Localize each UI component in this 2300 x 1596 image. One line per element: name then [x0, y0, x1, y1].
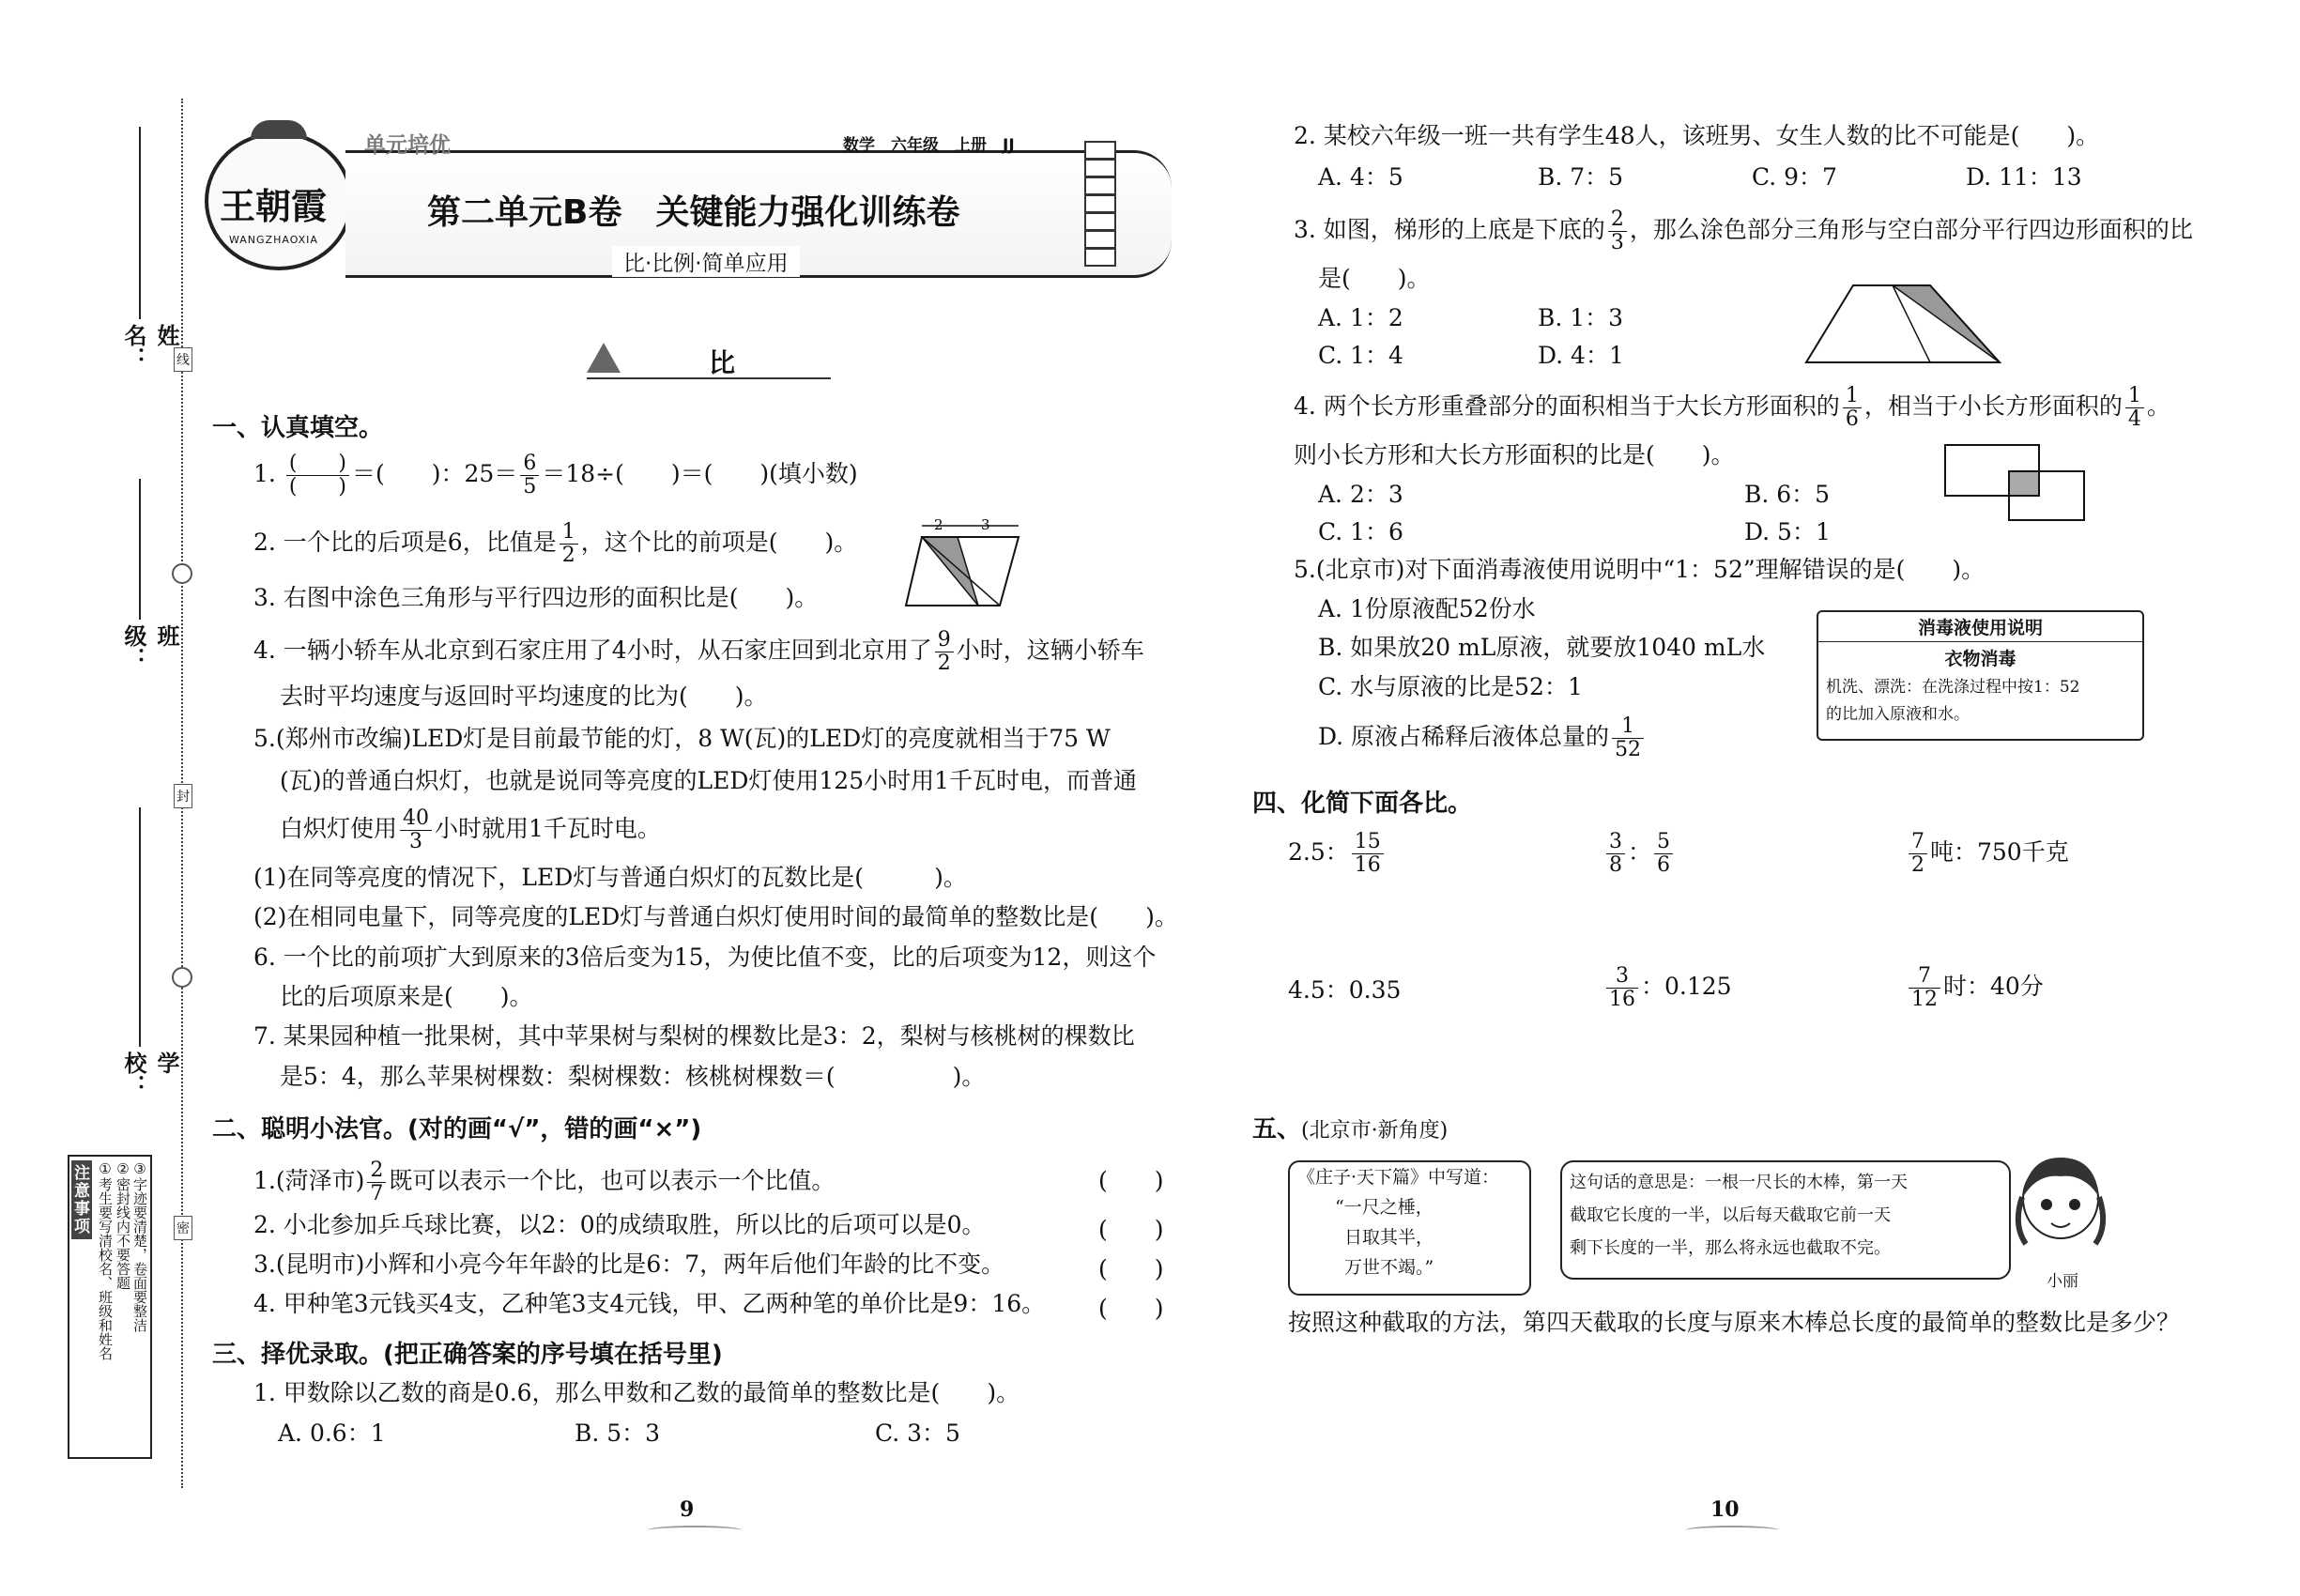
judge-1-answer[interactable]: ( ): [1098, 1167, 1164, 1194]
ratio-2: $\frac{3}{8}$ ： $\frac{5}{6}$: [1603, 831, 1676, 877]
notice-item: ②密封线内不要答题: [115, 1160, 131, 1290]
choice-3-cont: 是( )。: [1318, 265, 1431, 292]
class-field[interactable]: [139, 479, 141, 620]
question-7-cont: 是5：4，那么苹果树棵数：梨树棵数：核桃树棵数＝( )。: [280, 1063, 986, 1090]
judge-2-answer[interactable]: ( ): [1098, 1216, 1164, 1243]
choice-3-option[interactable]: B. 1：3: [1538, 304, 1624, 331]
sailboat-icon: [587, 343, 621, 373]
choice-1-option[interactable]: B. 5：3: [575, 1420, 661, 1447]
blank-fraction[interactable]: $\frac{( )}{( )}$: [286, 453, 349, 499]
ratio-1: 2.5： $\frac{15}{16}$: [1288, 831, 1387, 877]
notice-title: 注意事项: [71, 1160, 92, 1239]
choice-5-option[interactable]: D. 原液占稀释后液体总量的 $\frac{1}{52}$: [1318, 715, 1647, 761]
question-5-text: 按照这种截取的方法，第四天截取的长度与原来木棒总长度的最简单的整数比是多少？: [1288, 1309, 2181, 1336]
section-1-title: 一、认真填空。: [212, 414, 384, 442]
choice-2: 2. 某校六年级一班一共有学生48人，该班男、女生人数的比不可能是( )。: [1294, 122, 2100, 149]
section-banner: 比: [709, 347, 736, 378]
ratio-4: 4.5：0.35: [1288, 976, 1402, 1004]
question-5-cont: 白炽灯使用 $\frac{40}{3}$ 小时就用1千瓦时电。: [280, 806, 661, 853]
choice-5-option[interactable]: B. 如果放20 mL原液，就要放1040 mL水: [1318, 634, 1766, 661]
trapezoid-figure: [1802, 282, 2009, 366]
question-4: 4. 一辆小轿车从北京到石家庄用了4小时，从石家庄回到北京用了 $\frac{9}{2}$ 小时，这辆小轿车: [253, 628, 1144, 675]
page-wave-decor: [648, 1526, 742, 1535]
rectangles-figure: [1941, 441, 2092, 526]
cut-mark: 密: [174, 1216, 192, 1240]
school-label: 学 校：: [120, 1051, 179, 1097]
choice-3-option[interactable]: A. 1：2: [1318, 304, 1403, 331]
choice-4-option[interactable]: A. 2：3: [1318, 481, 1403, 508]
section-3-title: 三、择优录取。(把正确答案的序号填在括号里): [212, 1341, 723, 1369]
disinfectant-notice: [1817, 610, 2144, 741]
question-5: 5.(郑州市改编)LED灯是目前最节能的灯，8 W(瓦)的LED灯的亮度就相当于75 W: [253, 725, 1111, 752]
lighthouse-icon: [1084, 141, 1116, 267]
choice-3-option[interactable]: C. 1：4: [1318, 342, 1403, 369]
name-field[interactable]: [139, 127, 141, 319]
binding-circle: [172, 563, 192, 584]
series-label: 单元培优: [364, 133, 451, 158]
section-5-title: 五、(北京市·新角度): [1252, 1115, 1449, 1143]
notice-item: ①考生要写清校名、班级和姓名: [97, 1160, 114, 1360]
section-4-title: 四、化简下面各比。: [1252, 790, 1473, 818]
question-6: 6. 一个比的前项扩大到原来的3倍后变为15，为使比值不变，比的后项变为12，则这个: [253, 944, 1157, 971]
cut-mark: 封: [174, 784, 192, 808]
judge-3: 3.(昆明市)小辉和小亮今年年龄的比是6：7，两年后他们年龄的比不变。: [253, 1251, 1005, 1278]
school-field[interactable]: [139, 807, 141, 1047]
judge-2: 2. 小北参加乒乓球比赛，以2：0的成绩取胜，所以比的后项可以是0。: [253, 1211, 986, 1238]
question-5-1: (1)在同等亮度的情况下，LED灯与普通白炽灯的瓦数比是( )。: [253, 864, 967, 891]
cut-mark: 线: [174, 347, 192, 372]
choice-1: 1. 甲数除以乙数的商是0.6，那么甲数和乙数的最简单的整数比是( )。: [253, 1379, 1020, 1406]
notice-box: [68, 1155, 152, 1459]
name-label: 姓 名：: [120, 324, 179, 369]
choice-2-option[interactable]: A. 4：5: [1318, 163, 1403, 191]
choice-5: 5.(北京市)对下面消毒液使用说明中“1：52”理解错误的是( )。: [1294, 556, 1986, 583]
choice-2-option[interactable]: B. 7：5: [1538, 163, 1624, 191]
choice-5-option[interactable]: C. 水与原液的比是52：1: [1318, 673, 1583, 700]
judge-4: 4. 甲种笔3元钱买4支，乙种笔3支4元钱，甲、乙两种笔的单价比是9：16。: [253, 1290, 1046, 1317]
girl-name: 小丽: [2047, 1272, 2078, 1291]
girl-illustration: [2009, 1150, 2112, 1258]
choice-2-option[interactable]: D. 11：13: [1966, 163, 2082, 191]
fig-label: 2: [934, 516, 943, 533]
choice-4: 4. 两个长方形重叠部分的面积相当于大长方形面积的 $\frac{1}{6}$ ，相当于小长方形面积的 $\frac{1}{4}$ 。: [1294, 384, 2170, 431]
notice-item: ③字迹要清楚，卷面要整洁: [131, 1160, 148, 1332]
notice-line: 的比加入原液和水。: [1826, 705, 1970, 724]
logo-text: 王朝霞: [220, 185, 328, 227]
page-wave-decor: [1685, 1526, 1779, 1535]
quote-bubble: 《庄子·天下篇》中写道： “一尺之棰， 日取其半， 万世不竭。”: [1288, 1160, 1531, 1296]
explanation-bubble: 这句话的意思是：一根一尺长的木棒，第一天 截取它长度的一半，以后每天截取它前一天 剩下长度的一半，那么将永远也截取不完。: [1560, 1160, 2011, 1280]
question-2: 2. 一个比的后项是6，比值是 $\frac{1}{2}$ ，这个比的前项是( )。: [253, 520, 858, 567]
page-title: 第二单元B卷 关键能力强化训练卷: [427, 193, 960, 232]
choice-3-option[interactable]: D. 4：1: [1538, 342, 1624, 369]
subject-line: 数学 六年级 上册 JJ: [843, 136, 1015, 155]
choice-1-option[interactable]: C. 3：5: [875, 1420, 960, 1447]
choice-2-option[interactable]: C. 9：7: [1752, 163, 1837, 191]
choice-5-option[interactable]: A. 1份原液配52份水: [1318, 595, 1536, 622]
ratio-3: $\frac{7}{2}$ 吨：750千克: [1906, 831, 2069, 877]
logo-crown-icon: [251, 120, 307, 139]
logo-subtext: WANGZHAOXIA: [229, 234, 318, 246]
page-number-right: 10: [1710, 1497, 1740, 1522]
parallelogram-figure: [901, 516, 1033, 610]
page-number-left: 9: [680, 1497, 695, 1522]
choice-4-cont: 则小长方形和大长方形面积的比是( )。: [1294, 441, 1735, 468]
question-5-cont: (瓦)的普通白炽灯，也就是说同等亮度的LED灯使用125小时用1千瓦时电，而普通: [280, 767, 1138, 794]
page-subtitle: 比·比例·简单应用: [612, 246, 800, 277]
judge-3-answer[interactable]: ( ): [1098, 1255, 1164, 1282]
ratio-6: $\frac{7}{12}$ 时：40分: [1906, 965, 2044, 1011]
notice-line: 机洗、漂洗：在洗涤过程中按1：52: [1826, 678, 2080, 697]
question-6-cont: 比的后项原来是( )。: [280, 983, 533, 1010]
question-5-2: (2)在相同电量下，同等亮度的LED灯与普通白炽灯使用时间的最简单的整数比是( )。: [253, 903, 1178, 930]
choice-4-option[interactable]: B. 6：5: [1744, 481, 1831, 508]
choice-3: 3. 如图，梯形的上底是下底的 $\frac{2}{3}$ ，那么涂色部分三角形与空白部分平行四边形面积的比: [1294, 207, 2193, 254]
judge-4-answer[interactable]: ( ): [1098, 1295, 1164, 1322]
choice-4-option[interactable]: C. 1：6: [1318, 518, 1403, 545]
judge-1: 1.(菏泽市) $\frac{2}{7}$ 既可以表示一个比，也可以表示一个比值。: [253, 1159, 836, 1205]
brand-logo: [205, 131, 353, 270]
notice-heading: 消毒液使用说明: [1818, 612, 2142, 642]
section-2-title: 二、聪明小法官。(对的画“√”，错的画“×”): [212, 1115, 702, 1143]
question-4-cont: 去时平均速度与返回时平均速度的比为( )。: [280, 683, 768, 710]
question-1: 1. $\frac{( )}{( )}$ ＝( )：25＝ $\frac{6}{5}$ ＝18÷( )＝( )(填小数): [253, 452, 858, 499]
choice-1-option[interactable]: A. 0.6：1: [278, 1420, 386, 1447]
class-label: 班 级：: [120, 624, 179, 669]
binding-circle: [172, 967, 192, 988]
notice-subheading: 衣物消毒: [1944, 649, 2016, 669]
ratio-5: $\frac{3}{16}$ ：0.125: [1603, 965, 1732, 1011]
choice-4-option[interactable]: D. 5：1: [1744, 518, 1831, 545]
question-7: 7. 某果园种植一批果树，其中苹果树与梨树的棵数比是3：2，梨树与核桃树的棵数比: [253, 1022, 1135, 1050]
question-3: 3. 右图中涂色三角形与平行四边形的面积比是( )。: [253, 584, 819, 611]
fig-label: 3: [981, 516, 990, 533]
